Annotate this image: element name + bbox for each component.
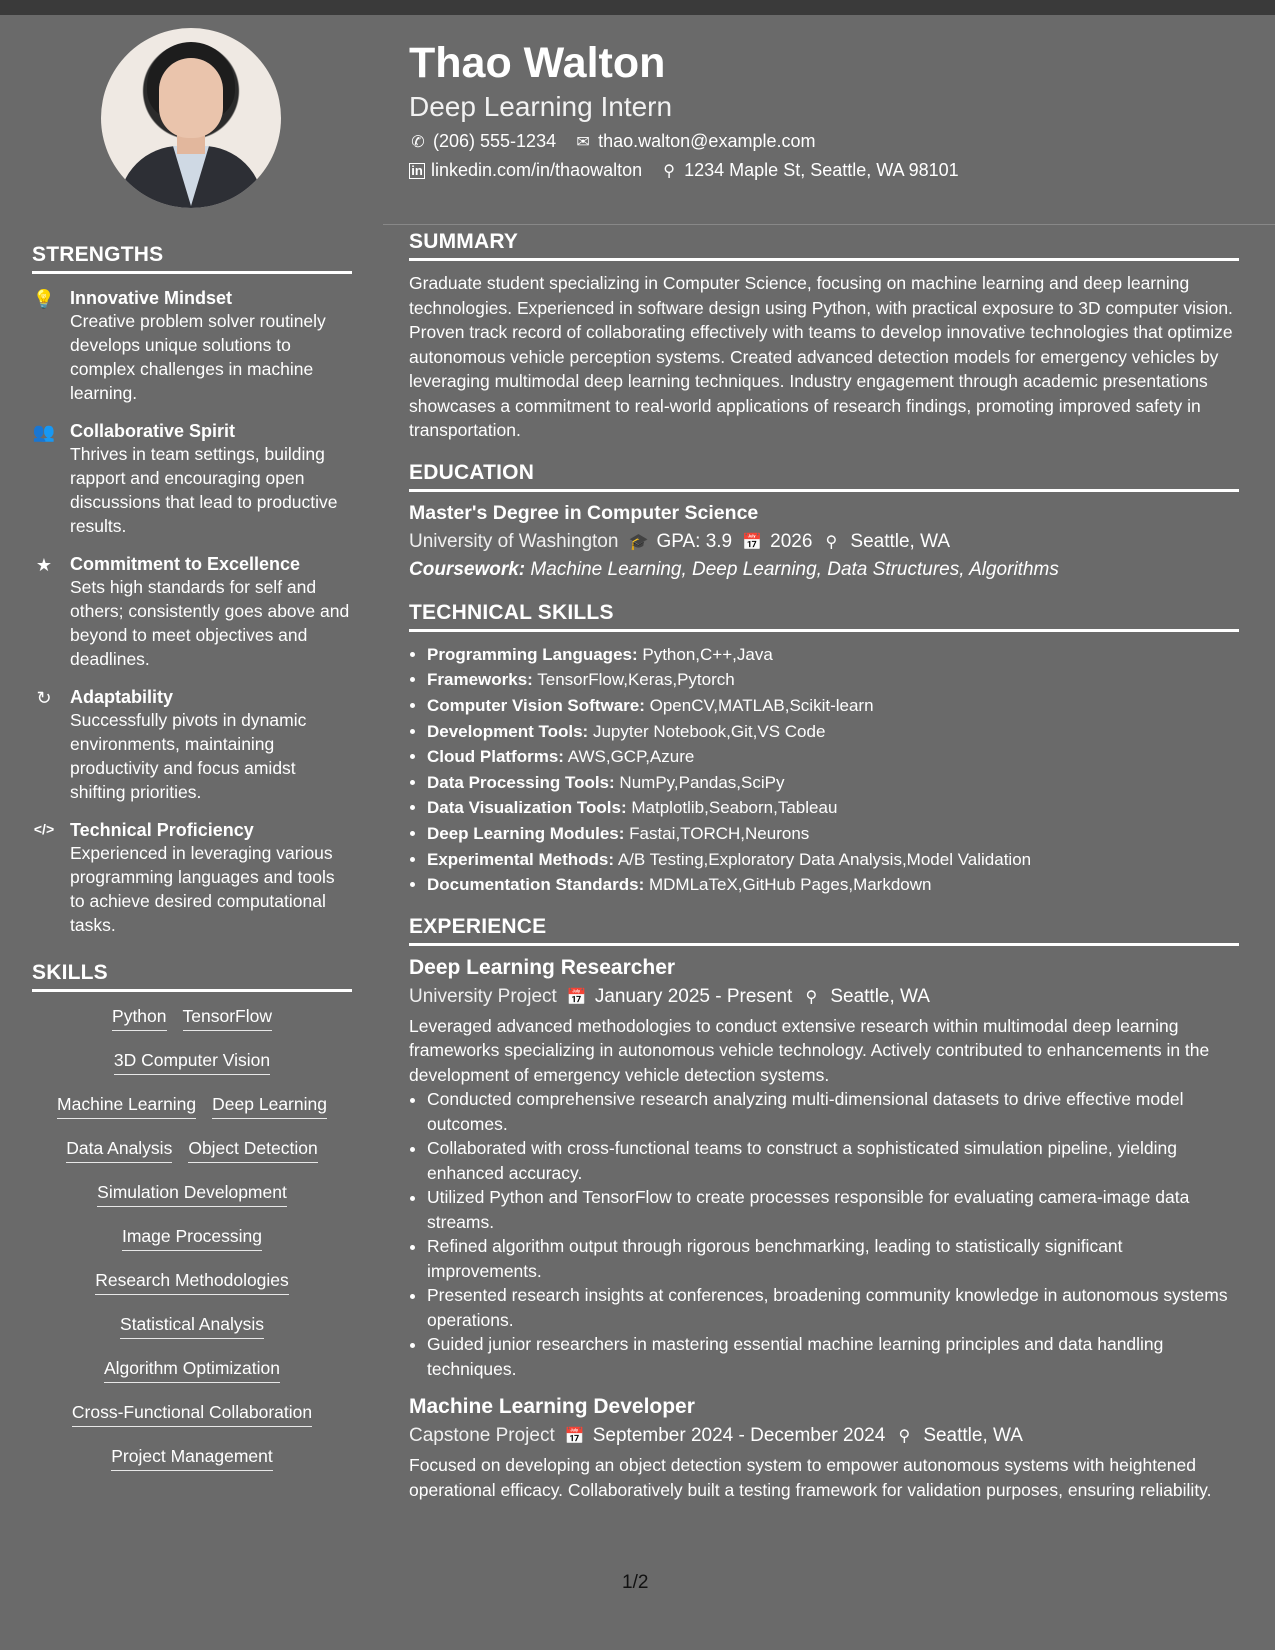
phone-icon: ✆ [411,133,425,151]
tech-skill-label: Frameworks: [427,670,533,690]
tech-skill-item [427,872,1239,898]
education-title: EDUCATION [409,461,1239,492]
job-bullet: • Collaborated with cross-functional teams to construct a sophisticated simulation pipeline, yielding enhanced accuracy. [427,1136,1239,1185]
job-dates: January 2025 - Present [594,985,793,1007]
gpa-text: GPA: 3.9 [656,530,733,552]
skills-row [32,1270,352,1295]
location-pin-icon: ⚲ [663,162,675,180]
grad-year: 2026 [770,530,813,552]
coursework-label: Coursework: [409,558,526,580]
skill-tag: Machine Learning [57,1094,196,1119]
job-bullet: • Conducted comprehensive research analyzing multi-dimensional datasets to drive effective model outcomes. [427,1087,1239,1136]
tech-skill-label: Development Tools: [427,721,589,741]
skills-row [32,1094,352,1119]
skills-row [32,1182,352,1207]
strength-title: Adaptability [70,687,174,707]
tech-skill-value: A/B Testing,Exploratory Data Analysis,Model Validation [617,849,1032,869]
job-description: Focused on developing an object detection system to empower autonomous systems with heightened operational efficacy. Collaboratively built a testing framework for validation purposes, ensuring reliability. [409,1455,1212,1500]
tech-skill-value: OpenCV,MATLAB,Scikit-learn [649,695,874,715]
tech-skill-item [427,744,1239,770]
skill-tag: Simulation Development [97,1182,287,1207]
strength-item [32,820,352,937]
skill-tag: Statistical Analysis [120,1314,264,1339]
linkedin-link[interactable]: linkedin.com/in/thaowalton [431,160,643,181]
strength-item [32,421,352,538]
skills-row [32,1314,352,1339]
technical-title: TECHNICAL SKILLS [409,601,1239,632]
skills-row [32,1446,352,1471]
job-meta [409,1425,1239,1447]
job-dates: September 2024 - December 2024 [592,1425,886,1447]
skill-tag: Project Management [111,1446,272,1471]
technical-section [409,601,1239,898]
strengths-list [32,288,352,937]
strength-item [32,687,352,804]
strength-title: Collaborative Spirit [70,421,236,441]
strength-item [32,288,352,405]
edu-location: Seattle, WA [850,530,951,552]
strength-title: Technical Proficiency [70,820,254,840]
tech-skill-value: Jupyter Notebook,Git,VS Code [592,721,826,741]
strength-desc: Creative problem solver routinely develops unique solutions to complex challenges in machine learning. [70,311,326,403]
email-link[interactable]: thao.walton@example.com [598,131,816,152]
tech-skill-item [427,642,1239,668]
education-section [409,461,1239,581]
strength-desc: Experienced in leveraging various programming languages and tools to achieve desired computational tasks. [70,843,335,935]
job-location: Seattle, WA [830,985,930,1007]
strength-title: Commitment to Excellence [70,554,301,574]
skill-tag: Research Methodologies [95,1270,289,1295]
location-pin-icon: ⚲ [898,1428,911,1446]
code-icon: </> [33,821,55,837]
page-number: 1/2 [622,1572,649,1593]
sync-icon: ↻ [36,688,52,708]
summary-section [409,230,1239,443]
job-description: Leveraged advanced methodologies to conduct extensive research within multimodal deep learning frameworks specializing in autonomous vehicle technology. Actively contributed to enhancements in the development of emergency vehicle detection systems. [409,1015,1210,1085]
tech-skill-item [427,719,1239,745]
skills-row [32,1226,352,1251]
linkedin-icon: in [409,163,425,179]
tech-skill-label: Data Processing Tools: [427,772,615,792]
skill-tag: Python [112,1006,166,1031]
tech-skill-value: MDMLaTeX,GitHub Pages,Markdown [648,875,932,895]
summary-title: SUMMARY [409,230,1239,261]
left-column [32,243,352,1490]
job-entry [409,956,1239,1382]
candidate-name: Thao Walton [409,39,666,87]
graduation-cap-icon: 🎓 [628,533,649,551]
tech-skill-item [427,667,1239,693]
location-pin-icon: ⚲ [825,533,838,551]
strength-desc: Thrives in team settings, building rapport and encouraging open discussions that lead to productive results. [70,444,338,536]
job-org: University Project [409,985,557,1007]
phone-text[interactable]: (206) 555-1234 [433,131,557,152]
right-column [409,40,1239,1502]
strength-desc: Sets high standards for self and others; consistently goes above and beyond to meet objectives and deadlines. [70,577,350,669]
skills-row [32,1138,352,1163]
job-location: Seattle, WA [923,1425,1023,1447]
lightbulb-icon: 💡 [32,289,56,309]
job-bullet: • Refined algorithm output through rigorous benchmarking, leading to statistically significant improvements. [427,1234,1239,1283]
skills-row [32,1006,352,1031]
job-title: Machine Learning Developer [409,1395,695,1419]
skill-tag: Algorithm Optimization [104,1358,280,1383]
tech-skill-label: Programming Languages: [427,644,638,664]
tech-skill-value: NumPy,Pandas,SciPy [619,772,785,792]
email-icon: ✉ [576,133,590,151]
tech-skill-value: AWS,GCP,Azure [567,747,695,767]
coursework-text: Machine Learning, Deep Learning, Data Structures, Algorithms [530,558,1059,580]
contact-row-1 [409,131,1239,152]
school-name: University of Washington [409,530,619,552]
summary-text: Graduate student specializing in Computer Science, focusing on machine learning and deep learning technologies. Experienced in software design using Python, with practical exposure to 3D computer vision. Proven track record of collaborating effectively with teams to develop innovative technologies that optimize autonomous vehicle perception systems. Created advanced detection models for emergency vehicles by leveraging multimodal deep learning techniques. Industry engagement through academic presentations showcases a commitment to real-world applications of research findings, promoting improved safety in transportation. [409,273,1233,441]
tech-skill-value: Matplotlib,Seaborn,Tableau [631,798,838,818]
address-text: 1234 Maple St, Seattle, WA 98101 [684,160,959,181]
tech-skill-label: Data Visualization Tools: [427,798,627,818]
profile-photo [101,28,281,208]
strength-item [32,554,352,671]
job-bullet: • Presented research insights at conferences, broadening community knowledge in autonomous systems operations. [427,1283,1239,1332]
skill-tag: 3D Computer Vision [114,1050,270,1075]
skill-tag: Deep Learning [212,1094,327,1119]
tech-skill-item [427,795,1239,821]
skills-row [32,1358,352,1383]
star-icon: ★ [35,555,53,575]
job-org: Capstone Project [409,1425,555,1447]
tech-skill-item [427,847,1239,873]
job-entry [409,1395,1239,1502]
skills-list [32,1006,352,1471]
tech-skill-value: TensorFlow,Keras,Pytorch [537,670,735,690]
candidate-role: Deep Learning Intern [409,91,673,123]
job-meta [409,986,1239,1008]
education-meta [409,531,1239,553]
skills-title: SKILLS [32,961,352,992]
job-bullet: • Guided junior researchers in mastering essential machine learning principles and data handling techniques. [427,1332,1239,1381]
strengths-title: STRENGTHS [32,243,352,274]
strength-title: Innovative Mindset [70,288,233,308]
tech-skill-label: Experimental Methods: [427,849,615,869]
users-icon: 👥 [32,422,56,442]
tech-skill-value: Fastai,TORCH,Neurons [629,823,810,843]
tech-skill-item [427,693,1239,719]
job-title: Deep Learning Researcher [409,955,676,979]
technical-list [409,642,1239,898]
tech-skill-label: Documentation Standards: [427,875,645,895]
skills-row [32,1402,352,1427]
tech-skill-label: Cloud Platforms: [427,747,564,767]
tech-skill-item [427,821,1239,847]
top-bar [0,0,1275,15]
skill-tag: Object Detection [188,1138,317,1163]
coursework [409,559,1239,581]
contact-row-2 [409,160,1239,181]
job-bullet: • Utilized Python and TensorFlow to create processes responsible for evaluating camera-image data streams. [427,1185,1239,1234]
tech-skill-value: Python,C++,Java [642,644,773,664]
calendar-icon: 📅 [564,1428,585,1446]
skill-tag: Image Processing [122,1226,262,1251]
calendar-icon: 📅 [566,988,587,1006]
strength-desc: Successfully pivots in dynamic environments, maintaining productivity and focus amidst shifting priorities. [70,710,307,802]
tech-skill-label: Deep Learning Modules: [427,823,625,843]
skills-row [32,1050,352,1075]
degree-title: Master's Degree in Computer Science [409,501,759,524]
jobs-list [409,956,1239,1503]
location-pin-icon: ⚲ [805,988,818,1006]
skill-tag: Data Analysis [66,1138,172,1163]
skill-tag: TensorFlow [183,1006,272,1031]
tech-skill-item [427,770,1239,796]
tech-skill-label: Computer Vision Software: [427,695,645,715]
job-bullets [409,1087,1239,1381]
experience-title: EXPERIENCE [409,915,1239,946]
skill-tag: Cross-Functional Collaboration [72,1402,312,1427]
calendar-icon: 📅 [742,533,763,551]
experience-section [409,915,1239,1503]
